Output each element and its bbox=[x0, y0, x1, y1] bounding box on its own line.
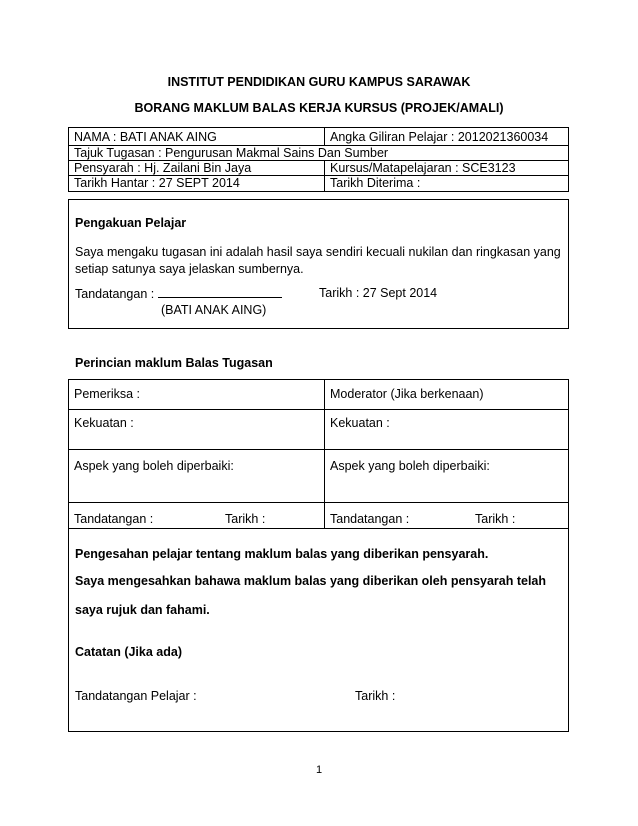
kursus-cell: Kursus/Matapelajaran : SCE3123 bbox=[325, 161, 569, 176]
signature-line bbox=[158, 286, 282, 298]
pengakuan-statement: Saya mengaku tugasan ini adalah hasil saya sendiri kecuali nukilan dan ringkasan yang setiap satunya saya jelaskan sumbernya. bbox=[75, 245, 561, 276]
perincian-heading: Perincian maklum Balas Tugasan bbox=[75, 356, 273, 370]
catatan-label: Catatan (Jika ada) bbox=[75, 645, 182, 659]
angka-giliran-cell: Angka Giliran Pelajar : 2012021360034 bbox=[325, 128, 569, 146]
tandatangan-pelajar-label: Tandatangan Pelajar : bbox=[75, 689, 197, 703]
tandatangan-right-cell bbox=[325, 503, 569, 529]
institution-title: INSTITUT PENDIDIKAN GURU KAMPUS SARAWAK bbox=[167, 75, 471, 89]
pengesahan-line2: Saya mengesahkan bahawa maklum balas yang diberikan oleh pensyarah telah bbox=[75, 574, 547, 588]
tandatangan-left-cell bbox=[69, 503, 325, 529]
pengesahan-box bbox=[68, 529, 569, 732]
signer-name: (BATI ANAK AING) bbox=[161, 303, 267, 317]
tarikh-right-label: Tarikh : bbox=[475, 512, 516, 526]
kekuatan-left-cell: Kekuatan : bbox=[69, 410, 325, 450]
tarikh-hantar-cell: Tarikh Hantar : 27 SEPT 2014 bbox=[69, 176, 325, 192]
tarikh-left-label: Tarikh : bbox=[225, 512, 266, 526]
pengakuan-heading: Pengakuan Pelajar bbox=[75, 216, 187, 230]
perincian-table bbox=[68, 379, 569, 529]
aspek-right-cell: Aspek yang boleh diperbaiki: bbox=[325, 450, 569, 503]
tajuk-tugasan-cell: Tajuk Tugasan : Pengurusan Makmal Sains Dan Sumber bbox=[69, 146, 569, 161]
pengakuan-tarikh: Tarikh : 27 Sept 2014 bbox=[319, 286, 438, 300]
kekuatan-right-cell: Kekuatan : bbox=[325, 410, 569, 450]
moderator-cell: Moderator (Jika berkenaan) bbox=[325, 380, 569, 410]
tandatangan-label: Tandatangan : bbox=[75, 287, 155, 301]
tarikh-diterima-cell: Tarikh Diterima : bbox=[325, 176, 569, 192]
aspek-left-cell: Aspek yang boleh diperbaiki: bbox=[69, 450, 325, 503]
pengesahan-tarikh-label: Tarikh : bbox=[355, 689, 396, 703]
pengesahan-line3: saya rujuk dan fahami. bbox=[75, 603, 210, 617]
pengesahan-line1: Pengesahan pelajar tentang maklum balas yang diberikan pensyarah. bbox=[75, 547, 489, 561]
pensyarah-cell: Pensyarah : Hj. Zailani Bin Jaya bbox=[69, 161, 325, 176]
page-number: 1 bbox=[315, 764, 323, 776]
form-title: BORANG MAKLUM BALAS KERJA KURSUS (PROJEK/AMALI) bbox=[134, 101, 504, 115]
pemeriksa-cell: Pemeriksa : bbox=[69, 380, 325, 410]
tandatangan-right-label: Tandatangan : bbox=[330, 512, 410, 526]
nama-cell: NAMA : BATI ANAK AING bbox=[69, 128, 325, 146]
pengakuan-box bbox=[68, 199, 569, 329]
tandatangan-row bbox=[75, 286, 282, 301]
student-info-table bbox=[68, 127, 569, 192]
tandatangan-left-label: Tandatangan : bbox=[74, 512, 154, 526]
